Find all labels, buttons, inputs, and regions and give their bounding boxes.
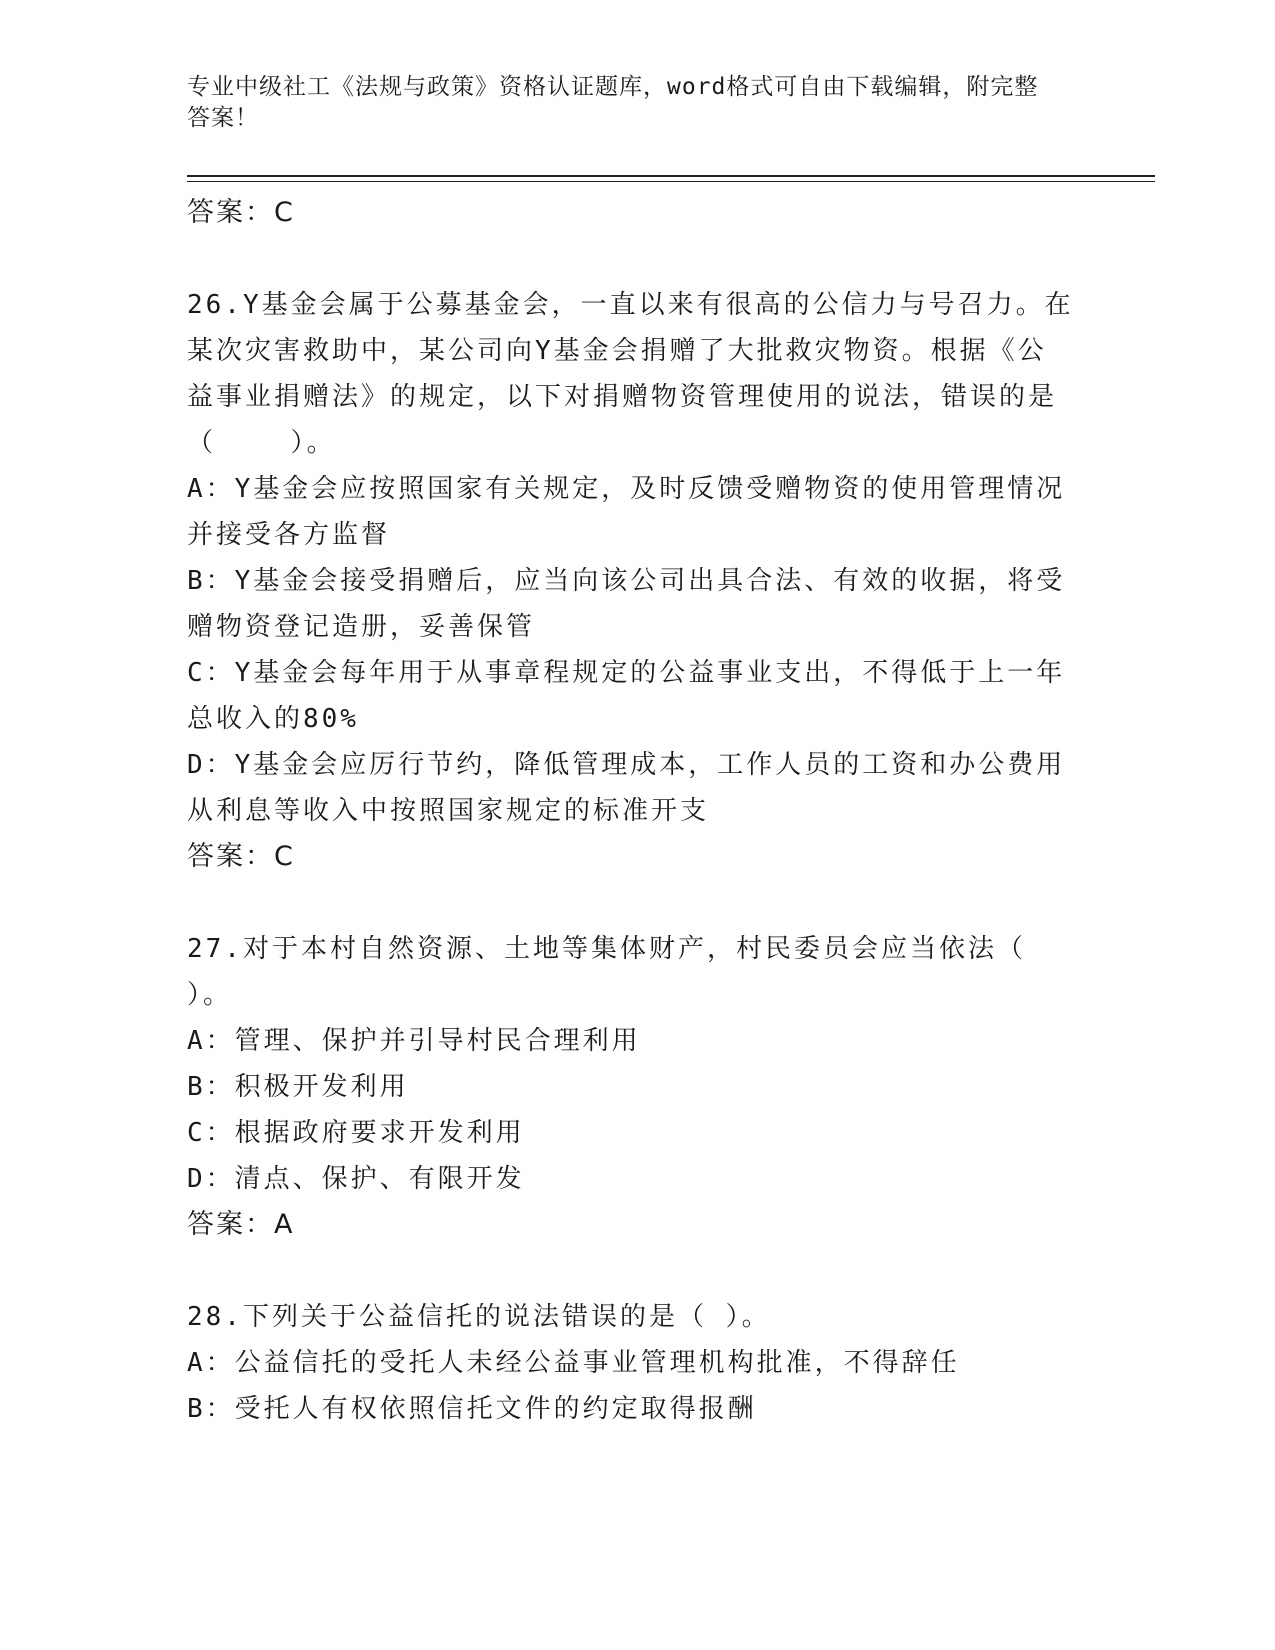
answer-q27: 答案：A <box>187 1209 295 1240</box>
option-26-b-line-2: 赠物资登记造册，妥善保管 <box>187 612 536 642</box>
question-28 <box>187 1294 1087 1432</box>
question-content <box>187 190 1087 1432</box>
header-line-2: 答案！ <box>187 105 259 131</box>
question-27-line-2: ）。 <box>187 980 233 1010</box>
option-27-a: A：管理、保护并引导村民合理利用 <box>187 1026 641 1056</box>
question-26-line-2: 某次灾害救助中，某公司向Y基金会捐赠了大批救灾物资。根据《公 <box>187 336 1047 366</box>
option-26-d-line-1: D：Y基金会应厉行节约，降低管理成本，工作人员的工资和办公费用 <box>187 750 1066 780</box>
spacer <box>187 1248 1087 1294</box>
header-line-1: 专业中级社工《法规与政策》资格认证题库，word格式可自由下载编辑，附完整 <box>187 74 1039 100</box>
header-divider <box>187 175 1155 182</box>
option-26-d-line-2: 从利息等收入中按照国家规定的标准开支 <box>187 796 710 826</box>
question-27 <box>187 926 1087 1248</box>
option-27-d: D：清点、保护、有限开发 <box>187 1164 525 1194</box>
option-27-c: C：根据政府要求开发利用 <box>187 1118 525 1148</box>
question-26-line-3: 益事业捐赠法》的规定，以下对捐赠物资管理使用的说法，错误的是 <box>187 382 1058 412</box>
option-26-b-line-1: B：Y基金会接受捐赠后，应当向该公司出具合法、有效的收据，将受 <box>187 566 1066 596</box>
question-26 <box>187 282 1087 880</box>
spacer <box>187 236 1087 282</box>
option-26-c-line-2: 总收入的80% <box>187 704 359 734</box>
answer-q26: 答案：C <box>187 841 295 872</box>
question-26-line-4: （ ）。 <box>187 428 336 458</box>
answer-q25: 答案：C <box>187 197 295 228</box>
spacer <box>187 880 1087 926</box>
option-28-b: B：受托人有权依照信托文件的约定取得报酬 <box>187 1394 757 1424</box>
option-26-a-line-1: A：Y基金会应按照国家有关规定，及时反馈受赠物资的使用管理情况 <box>187 474 1066 504</box>
option-28-a: A：公益信托的受托人未经公益事业管理机构批准，不得辞任 <box>187 1348 960 1378</box>
question-27-line-1: 27.对于本村自然资源、土地等集体财产，村民委员会应当依法（ <box>187 934 1026 964</box>
question-26-line-1: 26.Y基金会属于公募基金会，一直以来有很高的公信力与号召力。在 <box>187 290 1074 320</box>
question-28-line-1: 28.下列关于公益信托的说法错误的是（ ）。 <box>187 1302 771 1332</box>
option-26-c-line-1: C：Y基金会每年用于从事章程规定的公益事业支出，不得低于上一年 <box>187 658 1066 688</box>
option-26-a-line-2: 并接受各方监督 <box>187 520 391 550</box>
page-header <box>187 72 1087 134</box>
option-27-b: B：积极开发利用 <box>187 1072 409 1102</box>
